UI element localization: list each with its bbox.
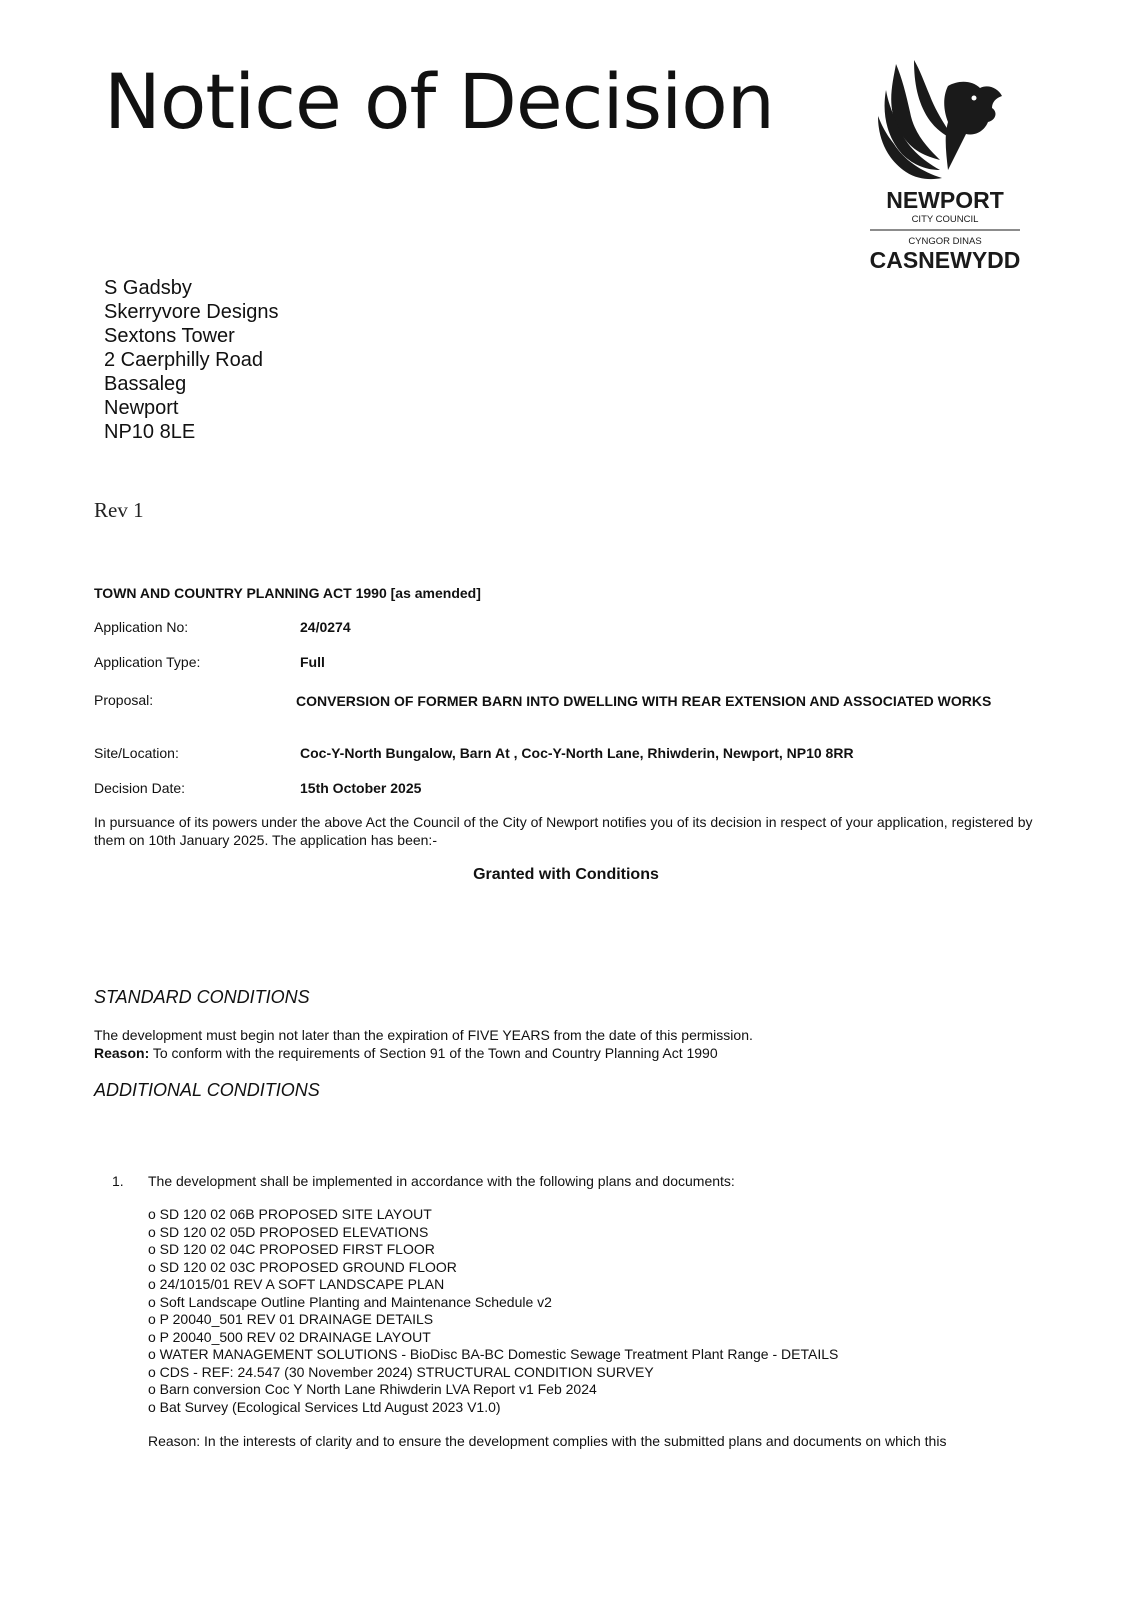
list-item: o SD 120 02 05D PROPOSED ELEVATIONS bbox=[148, 1223, 429, 1240]
page-title: Notice of Decision bbox=[104, 57, 774, 146]
list-item: o Soft Landscape Outline Planting and Maintenance Schedule v2 bbox=[148, 1293, 552, 1310]
reason-label: Reason: bbox=[94, 1045, 150, 1061]
proposal-value: CONVERSION OF FORMER BARN INTO DWELLING WITH REAR EXTENSION AND ASSOCIATED WORKS bbox=[296, 693, 992, 709]
address-line: Newport bbox=[104, 397, 179, 419]
decision-date-value: 15th October 2025 bbox=[300, 780, 422, 796]
list-item: o P 20040_501 REV 01 DRAINAGE DETAILS bbox=[148, 1311, 434, 1327]
list-item: o 24/1015/01 REV A SOFT LANDSCAPE PLAN bbox=[148, 1276, 445, 1292]
logo-welsh-sub: CYNGOR DINAS bbox=[908, 236, 982, 247]
list-item: o WATER MANAGEMENT SOLUTIONS - BioDisc BA-BC Domestic Sewage Treatment Plant Range - DETAILS bbox=[148, 1346, 839, 1362]
newport-city-council-logo bbox=[856, 56, 1034, 278]
address-line: NP10 8LE bbox=[104, 421, 196, 443]
logo-welsh-name: CASNEWYDD bbox=[869, 247, 1021, 273]
standard-condition-reason bbox=[94, 1044, 1034, 1062]
list-item: o SD 120 02 06B PROPOSED SITE LAYOUT bbox=[148, 1206, 432, 1222]
act-heading: TOWN AND COUNTRY PLANNING ACT 1990 [as amended] bbox=[94, 585, 481, 601]
revision-label: Rev 1 bbox=[94, 498, 144, 522]
application-no-value: 24/0274 bbox=[300, 619, 351, 635]
logo-sub: CITY COUNCIL bbox=[911, 214, 979, 225]
list-item: o Bat Survey (Ecological Services Ltd August 2023 V1.0) bbox=[148, 1398, 501, 1415]
application-no-label: Application No: bbox=[94, 619, 189, 635]
list-item: o Barn conversion Coc Y North Lane Rhiwderin LVA Report v1 Feb 2024 bbox=[148, 1381, 597, 1397]
address-line: Sextons Tower bbox=[104, 325, 235, 347]
reason-text: To conform with the requirements of Section 91 of the Town and Country Planning Act 1990 bbox=[149, 1045, 718, 1061]
logo-name: NEWPORT bbox=[886, 187, 1004, 213]
standard-conditions-heading: STANDARD CONDITIONS bbox=[94, 987, 310, 1007]
decision-date-label: Decision Date: bbox=[94, 780, 186, 796]
plans-list bbox=[148, 1206, 838, 1416]
address-line: S Gadsby bbox=[104, 277, 192, 299]
notification-paragraph: In pursuance of its powers under the above Act the Council of the City of Newport notifies you of its decision in respect of your application, registered by them on 10th January 2025. The application has been:- bbox=[94, 814, 1033, 848]
list-item: o SD 120 02 04C PROPOSED FIRST FLOOR bbox=[148, 1241, 435, 1257]
condition-text: The development shall be implemented in accordance with the following plans and documents: bbox=[148, 1173, 735, 1189]
standard-condition bbox=[94, 1026, 1034, 1062]
application-type-label: Application Type: bbox=[94, 654, 201, 670]
site-location-label: Site/Location: bbox=[94, 745, 179, 761]
list-item: o CDS - REF: 24.547 (30 November 2024) STRUCTURAL CONDITION SURVEY bbox=[148, 1363, 654, 1380]
list-item: o SD 120 02 03C PROPOSED GROUND FLOOR bbox=[148, 1258, 457, 1275]
standard-condition-text: The development must begin not later than the expiration of FIVE YEARS from the date of this permission. bbox=[94, 1027, 753, 1043]
address-line: Skerryvore Designs bbox=[104, 301, 279, 323]
address-line: 2 Caerphilly Road bbox=[104, 349, 263, 371]
proposal-label: Proposal: bbox=[94, 692, 154, 708]
condition-reason: Reason: In the interests of clarity and to ensure the development complies with the submitted plans and documents on which this bbox=[148, 1433, 947, 1449]
application-type-value: Full bbox=[300, 654, 325, 670]
list-item: o P 20040_500 REV 02 DRAINAGE LAYOUT bbox=[148, 1328, 431, 1345]
decision-outcome: Granted with Conditions bbox=[473, 866, 659, 883]
site-location-value: Coc-Y-North Bungalow, Barn At , Coc-Y-North Lane, Rhiwderin, Newport, NP10 8RR bbox=[300, 745, 854, 761]
condition-number: 1. bbox=[112, 1173, 124, 1189]
additional-conditions-heading: ADDITIONAL CONDITIONS bbox=[94, 1080, 320, 1100]
address-line: Bassaleg bbox=[104, 373, 187, 395]
recipient-address bbox=[104, 276, 279, 444]
